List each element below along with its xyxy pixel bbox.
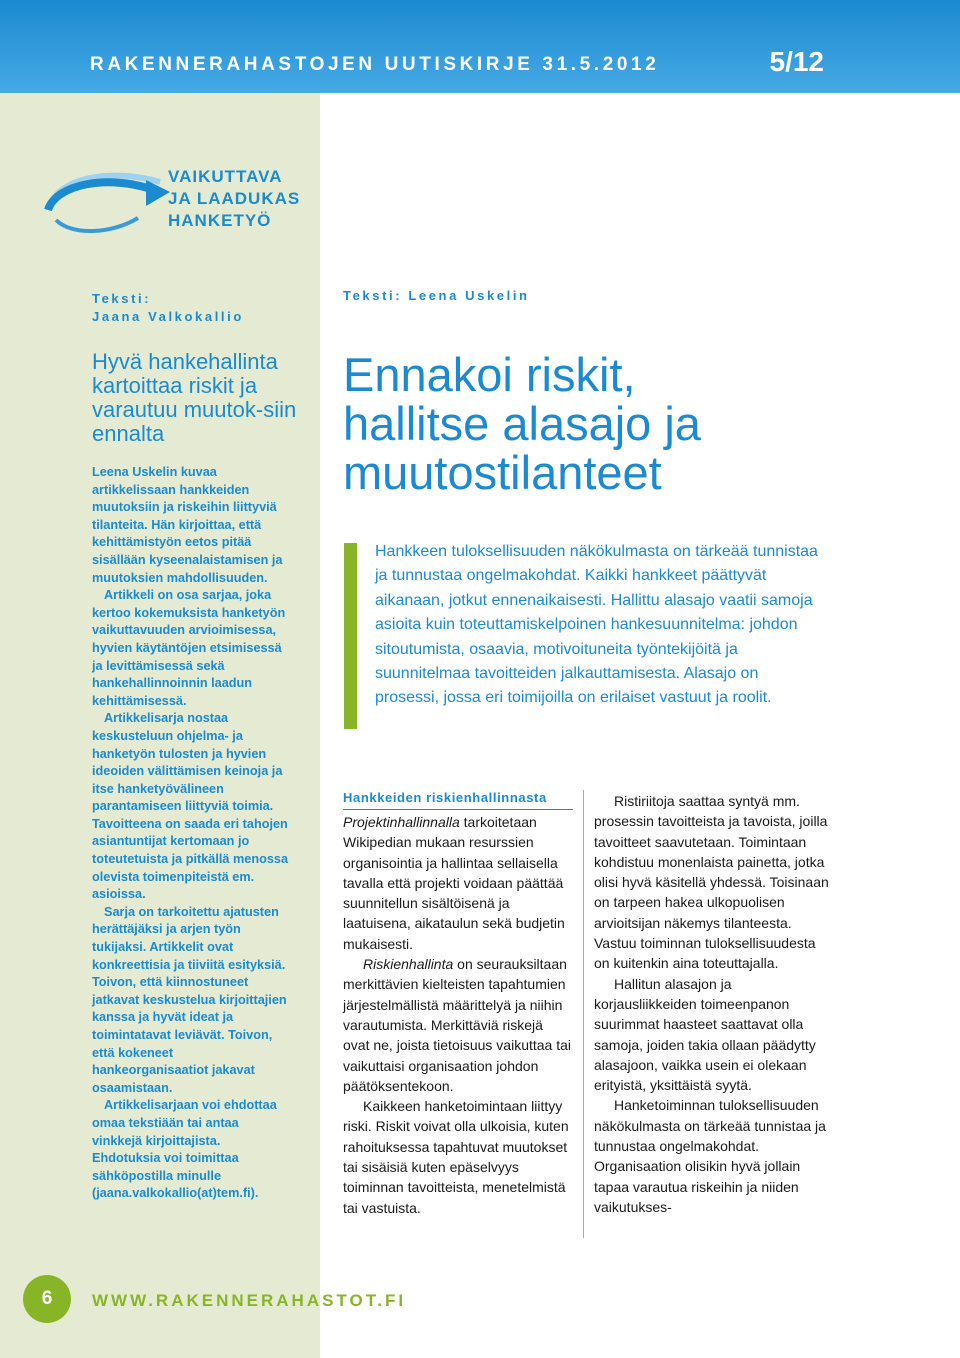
page-indicator: 5/12 — [769, 46, 824, 77]
body-text: on seurauksiltaan merkittävien kielteisten tapahtumien järjestelmällistä määrittelyä ja niihin varautumista. Merkittäviä riskejä ovat ne, joista tietoisuus vaikuttaa tai vaikuttaisi organisaation johdon päätöksentekoon. — [343, 956, 572, 1094]
series-line: HANKETYÖ — [168, 211, 272, 230]
page-number: 6 — [23, 1275, 71, 1323]
sidebar-heading: Hyvä hankehallinta kartoittaa riskit ja varautuu muutok-siin ennalta — [92, 349, 297, 446]
body-paragraph — [343, 812, 573, 954]
page-header — [0, 0, 960, 93]
body-paragraph: Hanketoiminnan tuloksellisuuden näkökulmasta on tärkeää tunnistaa ja tunnustaa ongelmakohdat. Organisaation olisikin hyvä jollain tapaa varautua riskeihin ja niiden vaikutukses- — [594, 1097, 826, 1215]
series-line: VAIKUTTAVA — [168, 167, 283, 186]
emphasis-term: Projektinhallinnalla — [343, 814, 460, 830]
credit-label: Teksti: — [92, 291, 152, 306]
author-name: Leena Uskelin — [92, 465, 178, 479]
divider — [343, 809, 573, 810]
heading-line: hallitse alasajo ja — [343, 397, 701, 450]
series-label — [168, 166, 300, 232]
sidebar-paragraph: Artikkeli on osa sarjaa, joka kertoo kokemuksista hanketyön vaikuttavuuden arvioimisessa, hyvien käytäntöjen etsimisessä ja levittämisessä sekä hankehallinnoinnin laadun kehittämisessä. — [92, 588, 286, 708]
sidebar-body — [92, 464, 292, 1203]
heading-line: muutostilanteet — [343, 446, 662, 499]
article-column-1 — [343, 812, 573, 1218]
article-column-2 — [594, 791, 834, 1217]
sidebar-text: kuvaa artikkelissaan hankkeiden muutoksiin ja riskeihin liittyviä tilanteita. Hän kirjoittaa, että kehittämistyön eetos pitää sisällään kyseenalaistamisen ja muutoksien mahdollisuuden. — [92, 465, 283, 585]
sidebar-paragraph — [92, 464, 292, 587]
heading-line: Ennakoi riskit, — [343, 348, 636, 401]
body-paragraph: Hallitun alasajon ja korjausliikkeiden toimeenpanon suurimmat haasteet saattavat olla samoja, joiden takia ollaan päädytty alasajoon, vaikka usein ei olekaan erityistä, yksittäistä syytä. — [594, 975, 816, 1094]
swoosh-arrow-icon — [42, 160, 172, 240]
column-divider — [583, 790, 584, 1238]
sidebar-paragraph: Artikkelisarjaan voi ehdottaa omaa tekstiään tai antaa vinkkejä kirjoittajista. Ehdotuksia voi toimittaa sähköpostilla minulle (jaana.valkokallio(at)tem.fi). — [92, 1098, 277, 1201]
article-lead: Hankkeen tuloksellisuuden näkökulmasta on tärkeää tunnistaa ja tunnustaa ongelmakohdat. Kaikki hankkeet päättyvät aikanaan, jotkut ennenaikaisesti. Hallittu alasajo vaatii samoja asioita kuin toteuttamiskelpoinen hankesuunnitelma: johdon sitoutumista, osaavia, motivoituneita työntekijöitä ja suunnitelmaa tavoitteiden jalkauttamisesta. Alasajo on prosessi, jossa eri toimijoilla on erilaiset vastuut ja roolit. — [375, 543, 818, 707]
newsletter-title: RAKENNERAHASTOJEN UUTISKIRJE 31.5.2012 — [90, 54, 660, 75]
sidebar-credit — [92, 290, 244, 326]
section-heading: Hankkeiden riskienhallinnasta — [343, 790, 547, 805]
body-paragraph: Ristiriitoja saattaa syntyä mm. prosessin tavoitteista ja tavoista, joilla tavoitteet saavutetaan. Toimintaan kohdistuu monenlaista painetta, jotka olisi hyvä käsitellä yhdessä. Toisinaan on tarpeen hakea ulkopuolisen arvioitsijan näkemys tilanteesta. Vastuu toiminnan tuloksellisuudesta on kuitenkin aina toteuttajalla. — [594, 793, 829, 972]
body-paragraph — [343, 954, 573, 1096]
article-credit: Teksti: Leena Uskelin — [343, 288, 530, 303]
series-line: JA LAADUKAS — [168, 189, 301, 208]
sidebar-paragraph: Sarja on tarkoitettu ajatusten herättäjäksi ja arjen työn tukijaksi. Artikkelit ovat konkreettisia ja tiiviitä esityksiä. Toivon, että kiinnostuneet jatkavat keskustelua kirjoittajien kanssa ja hyvät ideat ja toimintatavat leviävät. Toivon, että kokeneet hankeorganisaatiot jakavat osaamistaan. — [92, 904, 287, 1095]
body-paragraph: Kaikkeen hanketoimintaan liittyy riski. Riskit voivat olla ulkoisia, kuten rahoituksessa tapahtuvat muutokset tai sisäisiä kuten epäselvyys toiminnan tavoitteista, menetelmistä tai vastuista. — [343, 1098, 569, 1216]
credit-name: Jaana Valkokallio — [92, 309, 244, 324]
footer-url[interactable]: WWW.RAKENNERAHASTOT.FI — [92, 1291, 407, 1310]
sidebar-paragraph: Artikkelisarja nostaa keskusteluun ohjelma- ja hanketyön tulosten ja hyvien ideoiden välittämisen keinoja ja itse hanketyövälineen parantamiseen liittyviä toimia. Tavoitteena on saada eri tahojen asiantuntijat kertomaan jo toteutetuista ja pitkällä menossa olevista toimenpiteistä em. asioissa. — [92, 711, 289, 902]
article-heading — [343, 350, 903, 497]
lead-accent-bar — [344, 543, 357, 729]
emphasis-term: Riskienhallinta — [363, 956, 454, 973]
body-text: tarkoitetaan Wikipedian mukaan resurssien organisointia ja hallintaa sellaisella tavalla että projekti voidaan päättää suunnitellun sisältöisenä ja laatuisena, aikataulun sekä budjetin mukaisesti. — [343, 814, 565, 952]
